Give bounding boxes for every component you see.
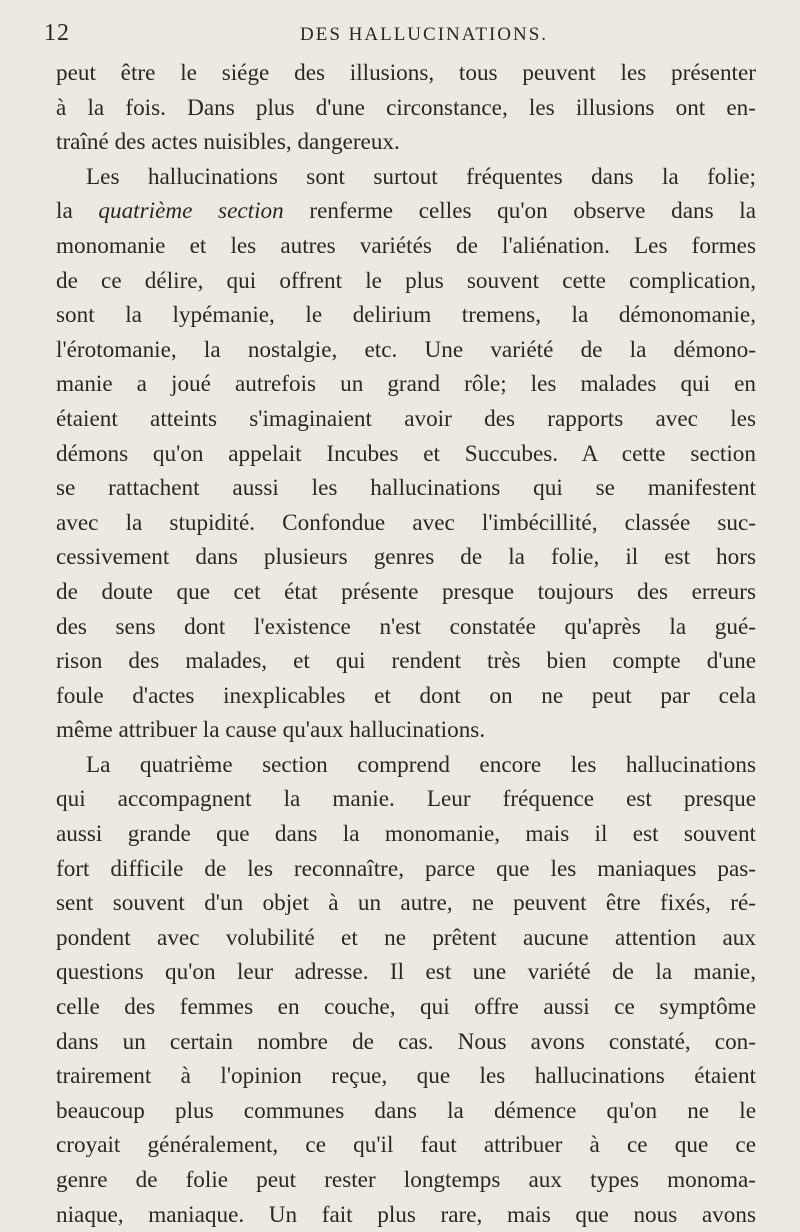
text-line: qui accompagnent la manie. Leur fréquence est presque bbox=[56, 786, 756, 813]
text-line: sent souvent d'un objet à un autre, ne peuvent être fixés, ré- bbox=[56, 890, 756, 917]
text-line: des sens dont l'existence n'est constatée qu'après la gué- bbox=[56, 613, 756, 640]
text-line: de ce délire, qui offrent le plus souvent cette complication, bbox=[56, 267, 756, 294]
text-line: pondent avec volubilité et ne prêtent aucune attention aux bbox=[56, 924, 756, 951]
text-line: l'érotomanie, la nostalgie, etc. Une variété de la démono- bbox=[56, 336, 756, 363]
text-line bbox=[56, 194, 756, 229]
text-line: rison des malades, et qui rendent très bien compte d'une bbox=[56, 648, 756, 675]
text-line: démons qu'on appelait Incubes et Succubes. A cette section bbox=[56, 440, 756, 467]
text-line: se rattachent aussi les hallucinations qui se manifestent bbox=[56, 475, 756, 502]
running-title: DES HALLUCINATIONS. bbox=[300, 24, 549, 45]
text-line: dans un certain nombre de cas. Nous avons constaté, con- bbox=[56, 1028, 756, 1055]
italic-text: quatrième section bbox=[98, 198, 284, 225]
text-line: monomanie et les autres variétés de l'aliénation. Les formes bbox=[56, 232, 756, 259]
text-line: étaient atteints s'imaginaient avoir des rapports avec les bbox=[56, 405, 756, 432]
text-line: genre de folie peut rester longtemps aux types monoma- bbox=[56, 1167, 756, 1193]
text-line: celle des femmes en couche, qui offre aussi ce symptôme bbox=[56, 994, 756, 1021]
text-line: Les hallucinations sont surtout fréquentes dans la folie; bbox=[86, 163, 756, 190]
page-number: 12 bbox=[44, 20, 70, 46]
text-line: sont la lypémanie, le delirium tremens, la démonomanie, bbox=[56, 302, 756, 329]
text-line: croyait généralement, ce qu'il faut attribuer à ce que ce bbox=[56, 1132, 756, 1159]
text-segment: la bbox=[56, 198, 99, 225]
text-line: même attribuer la cause qu'aux hallucinations. bbox=[56, 717, 486, 744]
text-segment: renferme celles qu'on observe dans la bbox=[283, 198, 756, 225]
text-line: peut être le siége des illusions, tous peuvent les présenter bbox=[56, 60, 756, 86]
text-line: fort difficile de les reconnaître, parce que les maniaques pas- bbox=[56, 855, 756, 882]
text-line: niaque, maniaque. Un fait plus rare, mais que nous avons bbox=[56, 1201, 756, 1228]
text-line: cessivement dans plusieurs genres de la folie, il est hors bbox=[56, 544, 756, 571]
text-line: foule d'actes inexplicables et dont on ne peut par cela bbox=[56, 682, 756, 709]
text-line: avec la stupidité. Confondue avec l'imbécillité, classée suc- bbox=[56, 509, 756, 536]
text-line: La quatrième section comprend encore les hallucinations bbox=[86, 751, 756, 778]
text-line: de doute que cet état présente presque toujours des erreurs bbox=[56, 578, 756, 605]
text-line: aussi grande que dans la monomanie, mais il est souvent bbox=[56, 821, 756, 848]
body-text bbox=[56, 56, 756, 1232]
text-line: beaucoup plus communes dans la démence qu'on ne le bbox=[56, 1097, 756, 1124]
text-line: manie a joué autrefois un grand rôle; les malades qui en bbox=[56, 371, 756, 398]
text-line: trairement à l'opinion reçue, que les hallucinations étaient bbox=[56, 1063, 756, 1090]
text-line: questions qu'on leur adresse. Il est une variété de la manie, bbox=[56, 959, 756, 986]
running-head bbox=[0, 20, 800, 50]
text-line: à la fois. Dans plus d'une circonstance, les illusions ont en- bbox=[56, 94, 756, 121]
text-line: traîné des actes nuisibles, dangereux. bbox=[56, 129, 400, 156]
